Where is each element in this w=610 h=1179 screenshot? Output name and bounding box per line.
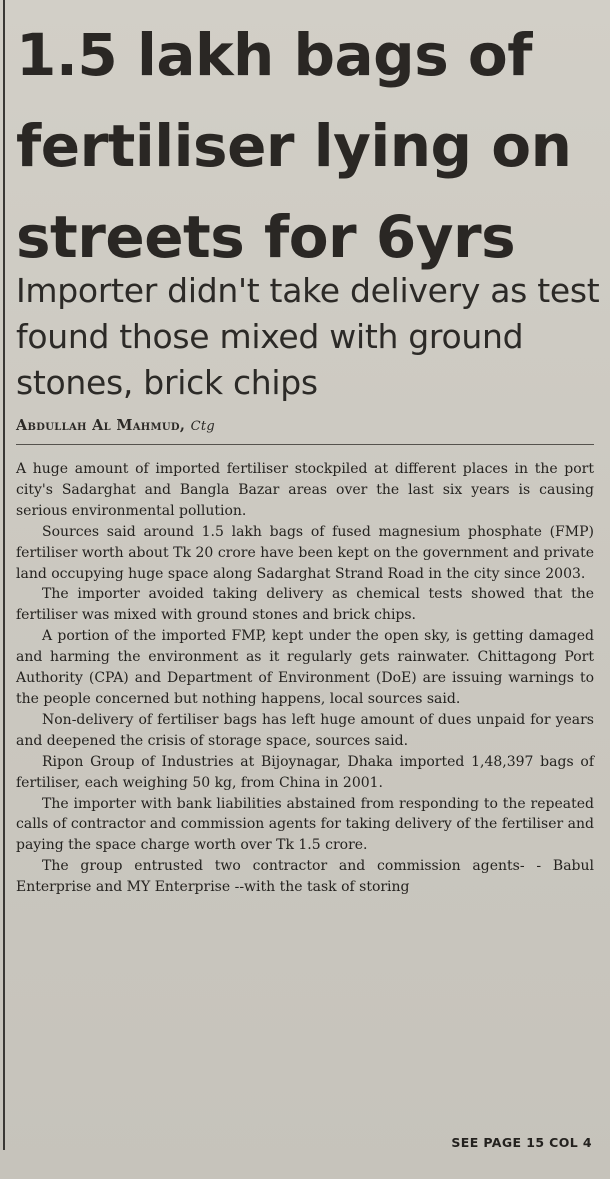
paragraph: The importer avoided taking delivery as chemical tests showed that the fertiliser was mixed with ground stones and brick chips.: [16, 586, 594, 624]
continuation-jump: SEE PAGE 15 COL 4: [451, 1135, 592, 1150]
article-body: [16, 459, 594, 898]
paragraph: A huge amount of imported fertiliser stockpiled at different places in the port city's Sadarghat and Bangla Bazar areas over the last six years is causing serious environmental pollution.: [16, 461, 594, 519]
byline-divider: [16, 444, 594, 445]
paragraph: Non-delivery of fertiliser bags has left huge amount of dues unpaid for years and deepened the crisis of storage space, sources said.: [16, 711, 594, 749]
paragraph: A portion of the imported FMP, kept under the open sky, is getting damaged and harming the environment as it regularly gets rainwater. Chittagong Port Authority (CPA) and Department of Environment (DoE) are issuing warnings to the people concerned but nothing happens, local sources said.: [16, 628, 594, 707]
headline: 1.5 lakh bags of fertiliser lying on streets for 6yrs: [16, 21, 572, 271]
byline-location: Ctg: [190, 419, 215, 434]
paragraph: Ripon Group of Industries at Bijoynagar, Dhaka imported 1,48,397 bags of fertiliser, each weighing 50 kg, from China in 2001.: [16, 753, 594, 791]
column-rule: [3, 0, 5, 1150]
paragraph: The importer with bank liabilities abstained from responding to the repeated calls of contractor and commission agents for taking delivery of the fertiliser and paying the space charge worth over Tk 1.5 crore.: [16, 795, 594, 854]
byline-name: Abdullah Al Mahmud,: [16, 417, 186, 434]
paragraph: The group entrusted two contractor and commission agents- - Babul Enterprise and MY Enterprise --with the task of storing: [16, 858, 594, 896]
paragraph: Sources said around 1.5 lakh bags of fused magnesium phosphate (FMP) fertiliser worth about Tk 20 crore have been kept on the government and private land occupying huge space along Sadarghat Strand Road in the city since 2003.: [16, 523, 594, 582]
subheadline: Importer didn't take delivery as test found those mixed with ground stones, brick chips: [16, 271, 600, 402]
byline: [16, 417, 576, 434]
